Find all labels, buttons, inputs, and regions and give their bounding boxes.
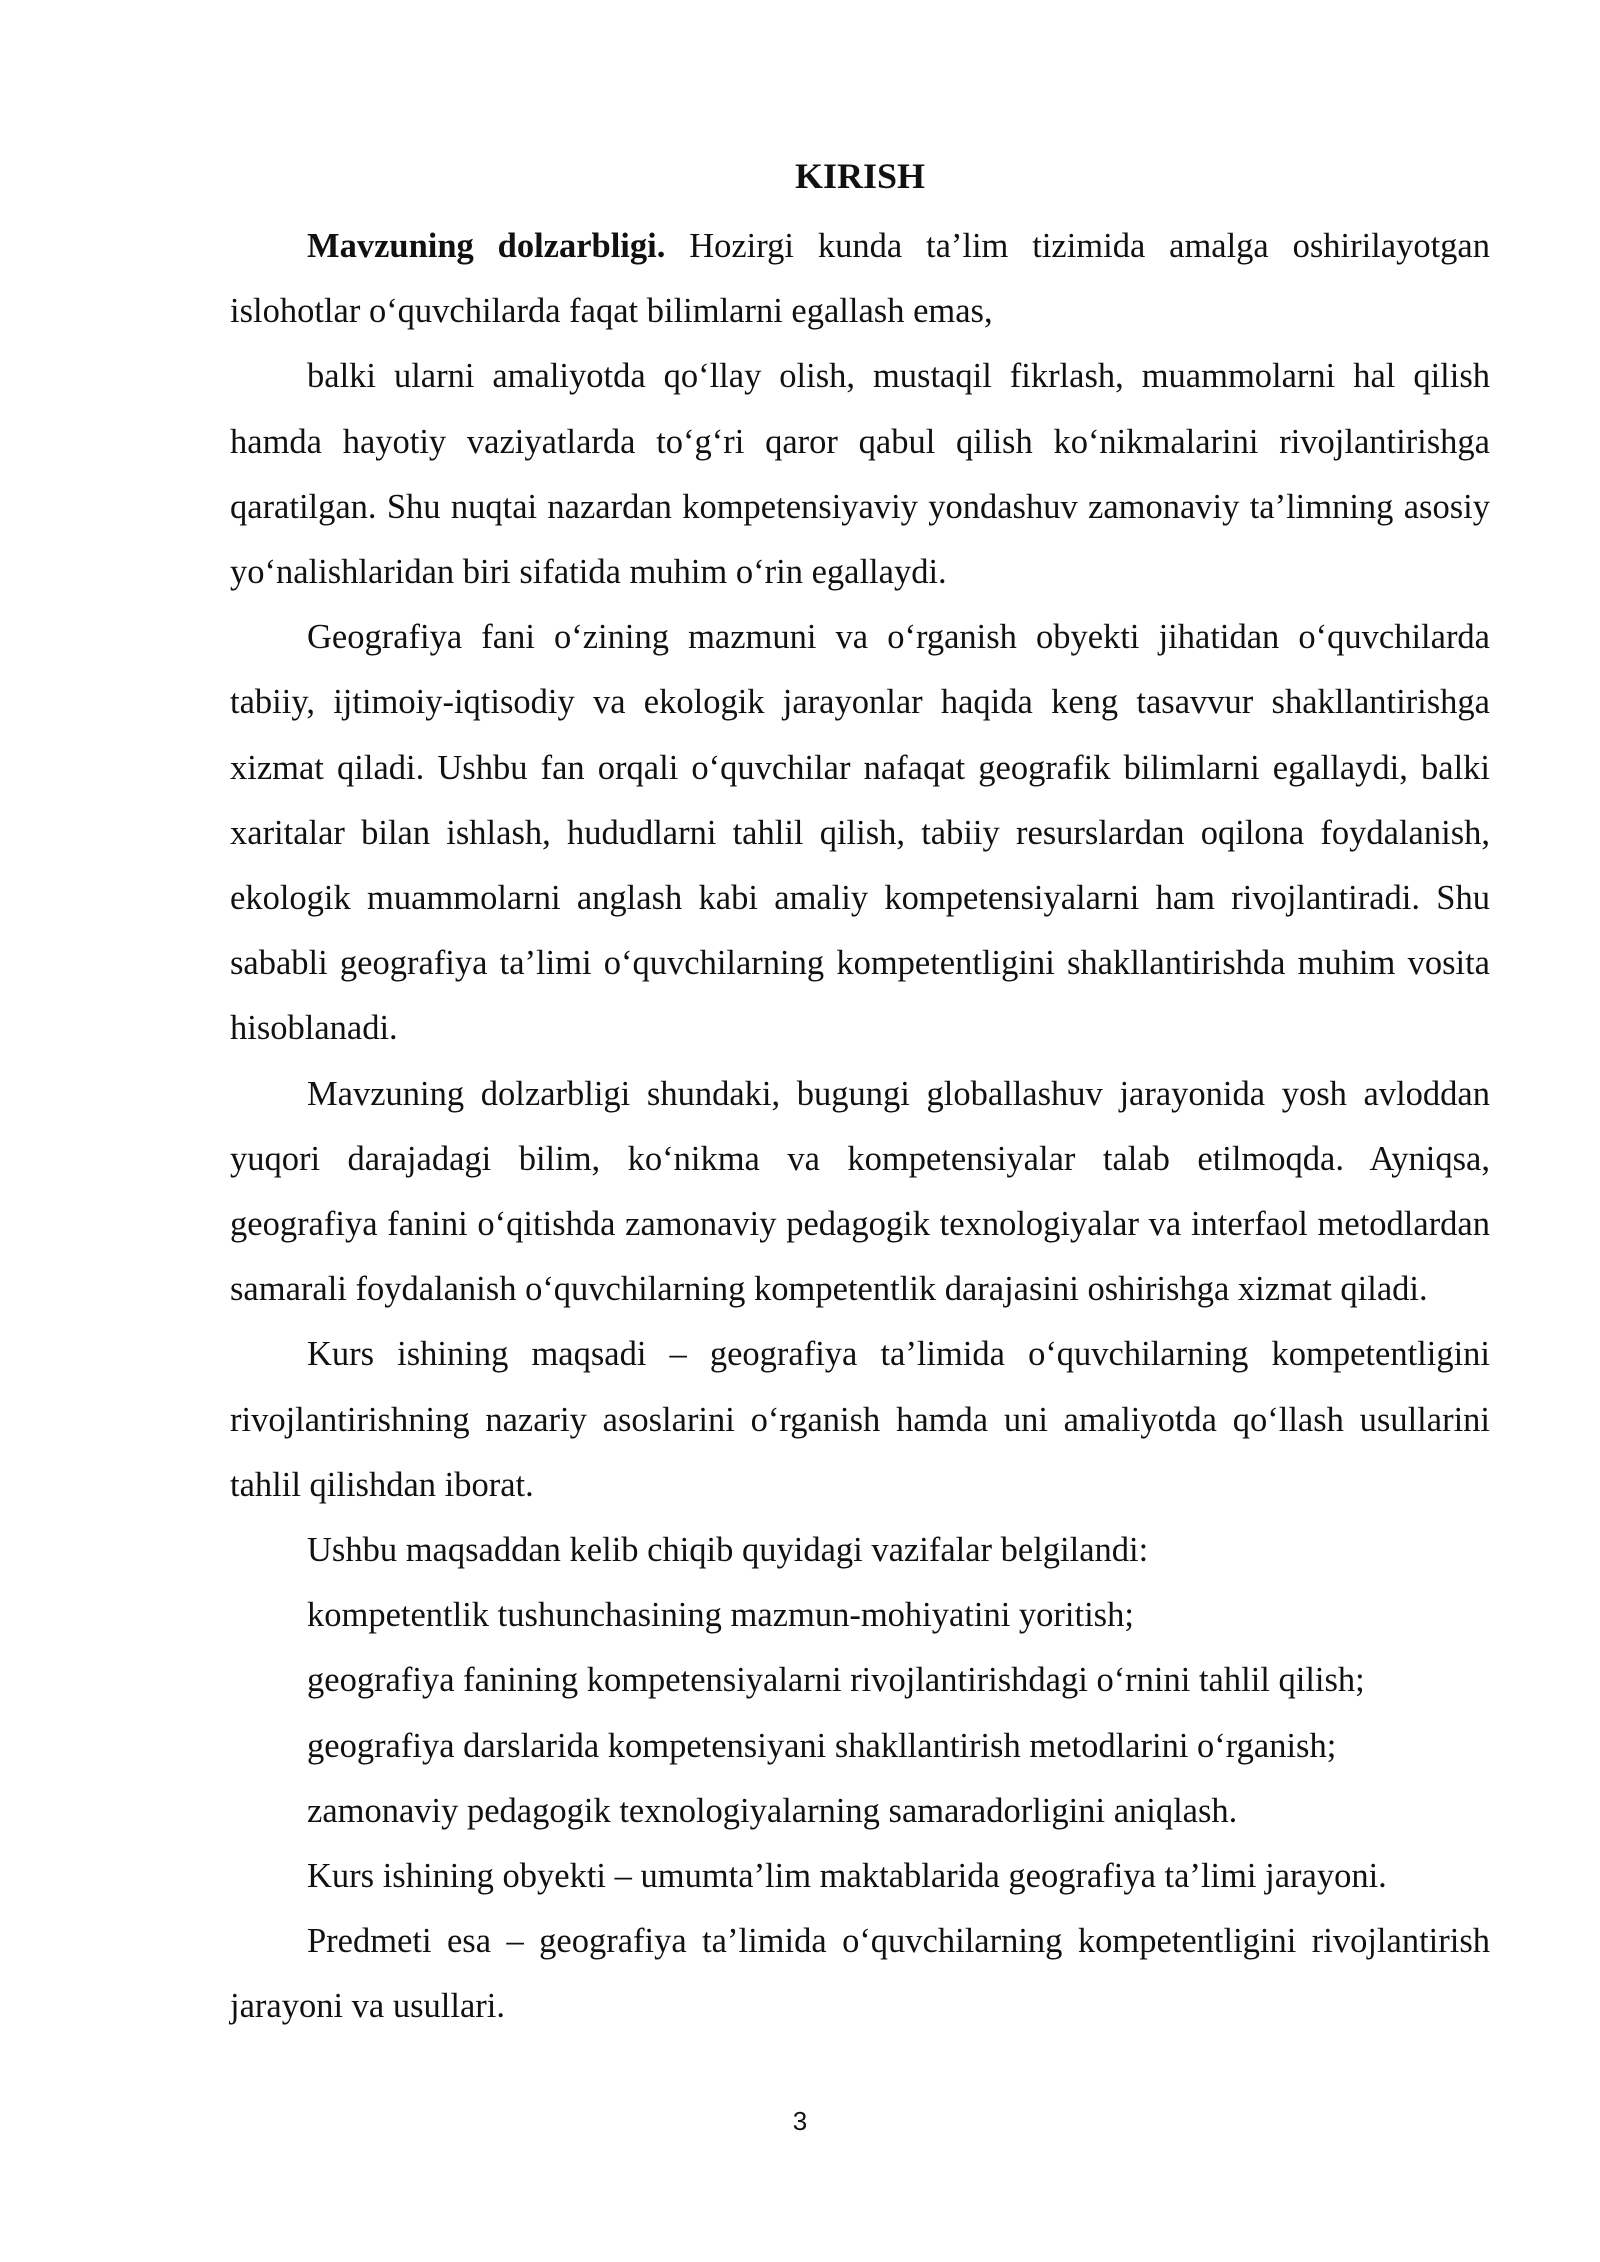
page-content	[230, 150, 1490, 2040]
body-paragraph: Kurs ishining maqsadi – geografiya ta’limida o‘quvchilarning kompetentligini rivojlantirishning nazariy asoslarini o‘rganish hamda uni amaliyotda qo‘llash usullarini tahlil qilishdan iborat.	[230, 1335, 1490, 1504]
object-paragraph: Kurs ishining obyekti – umumta’lim maktablarida geografiya ta’limi jarayoni.	[307, 1857, 1387, 1896]
intro-bold-lead: Mavzuning dolzarbligi.	[307, 227, 666, 265]
task-item: geografiya fanining kompetensiyalarni rivojlantirishdagi o‘rnini tahlil qilish;	[307, 1661, 1365, 1700]
subject-paragraph: Predmeti esa – geografiya ta’limida o‘quvchilarning kompetentligini rivojlantirish jarayoni va usullari.	[230, 1922, 1490, 2026]
section-heading: KIRISH	[794, 156, 926, 196]
tasks-intro: Ushbu maqsaddan kelib chiqib quyidagi vazifalar belgilandi:	[307, 1531, 1149, 1570]
body-paragraph: balki ularni amaliyotda qo‘llay olish, mustaqil fikrlash, muammolarni hal qilish hamda hayotiy vaziyatlarda to‘g‘ri qaror qabul qilish ko‘nikmalarini rivojlantirishga qaratilgan. Shu nuqtai nazardan kompetensiyaviy yondashuv zamonaviy ta’limning asosiy yo‘nalishlaridan biri sifatida muhim o‘rin egallaydi.	[230, 357, 1490, 592]
task-item: geografiya darslarida kompetensiyani shakllantirish metodlarini o‘rganish;	[307, 1726, 1337, 1765]
task-item: zamonaviy pedagogik texnologiyalarning samaradorligini aniqlash.	[307, 1791, 1238, 1830]
page-number: 3	[792, 2106, 808, 2136]
intro-paragraph	[230, 214, 1490, 344]
task-item: kompetentlik tushunchasining mazmun-mohiyatini yoritish;	[307, 1596, 1134, 1635]
body-paragraph: Geografiya fani o‘zining mazmuni va o‘rganish obyekti jihatidan o‘quvchilarda tabiiy, ijtimoiy-iqtisodiy va ekologik jarayonlar haqida keng tasavvur shakllantirishga xizmat qiladi. Ushbu fan orqali o‘quvchilar nafaqat geografik bilimlarni egallaydi, balki xaritalar bilan ishlash, hududlarni tahlil qilish, tabiiy resurslardan oqilona foydalanish, ekologik muammolarni anglash kabi amaliy kompetensiyalarni ham rivojlantiradi. Shu sababli geografiya ta’limi o‘quvchilarning kompetentligini shakllantirishda muhim vosita hisoblanadi.	[230, 618, 1490, 1048]
intro-text: Hozirgi kunda ta’lim tizimida amalga oshirilayotgan islohotlar o‘quvchilarda faqat bilimlarni egallash emas,	[230, 227, 1490, 331]
body-paragraph: Mavzuning dolzarbligi shundaki, bugungi globallashuv jarayonida yosh avloddan yuqori darajadagi bilim, ko‘nikma va kompetensiyalar talab etilmoqda. Ayniqsa, geografiya fanini o‘qitishda zamonaviy pedagogik texnologiyalar va interfaol metodlardan samarali foydalanish o‘quvchilarning kompetentlik darajasini oshirishga xizmat qiladi.	[230, 1074, 1490, 1309]
